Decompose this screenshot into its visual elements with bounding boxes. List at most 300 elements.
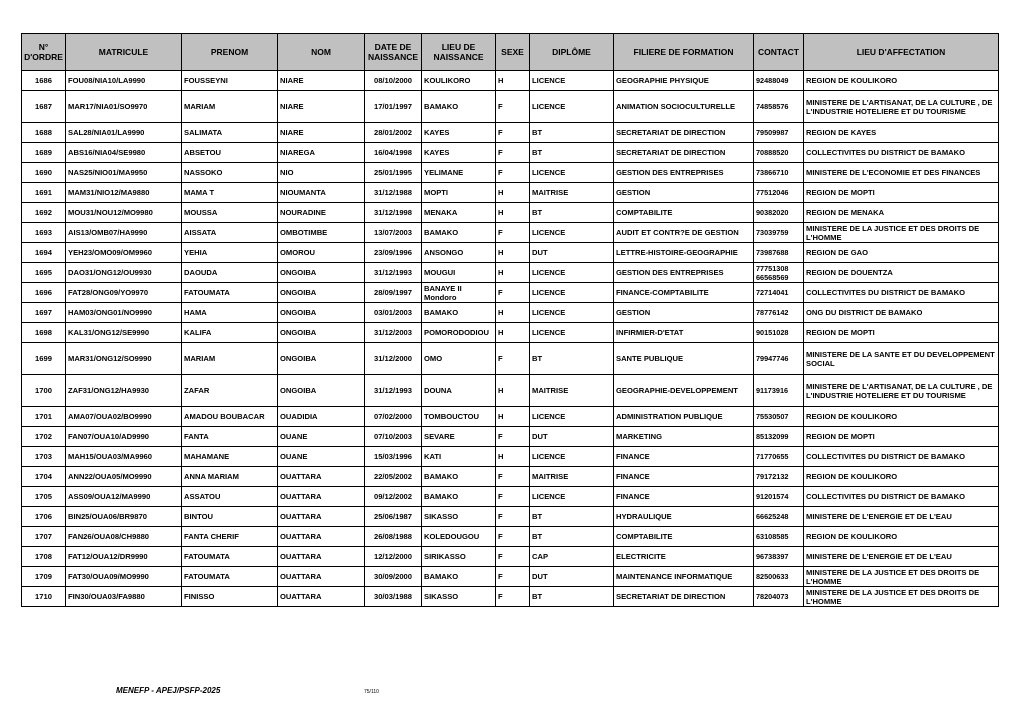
cell-birth-place: KAYES: [422, 143, 496, 163]
cell-assignment-place: MINISTERE DE L'ARTISANAT, DE LA CULTURE , DE L'INDUSTRIE HOTELIERE ET DU TOURISME: [804, 91, 999, 123]
cell-assignment-place: COLLECTIVITES DU DISTRICT DE BAMAKO: [804, 487, 999, 507]
cell-training-field: AUDIT ET CONTR?E DE GESTION: [614, 223, 754, 243]
cell-assignment-place: REGION DE KAYES: [804, 123, 999, 143]
cell-training-field: INFIRMIER-D'ETAT: [614, 323, 754, 343]
cell-birth-place: POMORODODIOU: [422, 323, 496, 343]
cell-training-field: SECRETARIAT DE DIRECTION: [614, 143, 754, 163]
cell-last-name: OMBOTIMBE: [278, 223, 365, 243]
cell-matricule: BIN25/OUA06/BR9870: [66, 507, 182, 527]
header-diploma: DIPLÔME: [530, 34, 614, 71]
cell-order-number: 1705: [22, 487, 66, 507]
cell-birth-date: 13/07/2003: [365, 223, 422, 243]
header-training-field: FILIERE DE FORMATION: [614, 34, 754, 71]
cell-diploma: MAITRISE: [530, 467, 614, 487]
table-row: [22, 203, 999, 223]
cell-training-field: COMPTABILITE: [614, 203, 754, 223]
cell-assignment-place: REGION DE KOULIKORO: [804, 467, 999, 487]
cell-diploma: LICENCE: [530, 323, 614, 343]
cell-first-name: HAMA: [182, 303, 278, 323]
cell-assignment-place: MINISTERE DE L'ENERGIE ET DE L'EAU: [804, 547, 999, 567]
cell-order-number: 1710: [22, 587, 66, 607]
cell-last-name: OUATTARA: [278, 527, 365, 547]
cell-sex: F: [496, 487, 530, 507]
cell-last-name: NIARE: [278, 71, 365, 91]
cell-contact: 70888520: [754, 143, 804, 163]
cell-assignment-place: MINISTERE DE L'ENERGIE ET DE L'EAU: [804, 507, 999, 527]
cell-birth-date: 31/12/2000: [365, 343, 422, 375]
cell-diploma: BT: [530, 143, 614, 163]
cell-contact: 71770655: [754, 447, 804, 467]
cell-diploma: BT: [530, 123, 614, 143]
cell-assignment-place: REGION DE KOULIKORO: [804, 407, 999, 427]
cell-diploma: LICENCE: [530, 91, 614, 123]
cell-contact: 77751308 66568569: [754, 263, 804, 283]
cell-sex: H: [496, 407, 530, 427]
cell-training-field: LETTRE-HISTOIRE-GEOGRAPHIE: [614, 243, 754, 263]
cell-birth-place: ANSONGO: [422, 243, 496, 263]
cell-assignment-place: COLLECTIVITES DU DISTRICT DE BAMAKO: [804, 143, 999, 163]
cell-first-name: MAMA T: [182, 183, 278, 203]
table-row: [22, 243, 999, 263]
cell-order-number: 1700: [22, 375, 66, 407]
cell-first-name: YEHIA: [182, 243, 278, 263]
cell-matricule: HAM03/ONG01/NO9990: [66, 303, 182, 323]
cell-birth-date: 31/12/2003: [365, 323, 422, 343]
cell-order-number: 1709: [22, 567, 66, 587]
cell-training-field: FINANCE: [614, 467, 754, 487]
header-contact: CONTACT: [754, 34, 804, 71]
cell-contact: 78776142: [754, 303, 804, 323]
cell-contact: 92488049: [754, 71, 804, 91]
table-row: [22, 91, 999, 123]
cell-birth-place: MENAKA: [422, 203, 496, 223]
cell-diploma: BT: [530, 203, 614, 223]
cell-training-field: MAINTENANCE INFORMATIQUE: [614, 567, 754, 587]
cell-birth-place: KOLEDOUGOU: [422, 527, 496, 547]
cell-last-name: OUATTARA: [278, 567, 365, 587]
cell-last-name: NIAREGA: [278, 143, 365, 163]
cell-contact: 74858576: [754, 91, 804, 123]
cell-contact: 90151028: [754, 323, 804, 343]
cell-matricule: FAT12/OUA12/DR9990: [66, 547, 182, 567]
cell-first-name: FATOUMATA: [182, 547, 278, 567]
cell-sex: F: [496, 507, 530, 527]
cell-birth-date: 16/04/1998: [365, 143, 422, 163]
cell-sex: H: [496, 263, 530, 283]
cell-birth-date: 25/01/1995: [365, 163, 422, 183]
header-birth-place: LIEU DE NAISSANCE: [422, 34, 496, 71]
cell-birth-place: KAYES: [422, 123, 496, 143]
cell-last-name: OUATTARA: [278, 587, 365, 607]
cell-sex: H: [496, 303, 530, 323]
cell-diploma: MAITRISE: [530, 183, 614, 203]
table-row: [22, 407, 999, 427]
cell-first-name: AMADOU BOUBACAR: [182, 407, 278, 427]
cell-order-number: 1695: [22, 263, 66, 283]
cell-first-name: FANTA: [182, 427, 278, 447]
cell-assignment-place: REGION DE KOULIKORO: [804, 527, 999, 547]
cell-sex: F: [496, 343, 530, 375]
cell-last-name: OUANE: [278, 447, 365, 467]
table-row: [22, 263, 999, 283]
cell-birth-date: 03/01/2003: [365, 303, 422, 323]
cell-training-field: ELECTRICITE: [614, 547, 754, 567]
cell-birth-place: KOULIKORO: [422, 71, 496, 91]
cell-last-name: NIARE: [278, 91, 365, 123]
cell-training-field: FINANCE: [614, 487, 754, 507]
table-row: [22, 183, 999, 203]
cell-last-name: NIOUMANTA: [278, 183, 365, 203]
cell-birth-place: BAMAKO: [422, 91, 496, 123]
footer-label: MENEFP - APEJ/PSFP-2025: [116, 686, 221, 695]
table-row: [22, 71, 999, 91]
cell-sex: F: [496, 547, 530, 567]
cell-first-name: FINISSO: [182, 587, 278, 607]
cell-training-field: SANTE PUBLIQUE: [614, 343, 754, 375]
table-row: [22, 467, 999, 487]
cell-birth-date: 17/01/1997: [365, 91, 422, 123]
cell-contact: 72714041: [754, 283, 804, 303]
cell-birth-date: 23/09/1996: [365, 243, 422, 263]
table-row: [22, 527, 999, 547]
table-row: [22, 567, 999, 587]
cell-last-name: OUATTARA: [278, 507, 365, 527]
cell-first-name: ABSETOU: [182, 143, 278, 163]
cell-contact: 91173916: [754, 375, 804, 407]
cell-diploma: DUT: [530, 427, 614, 447]
cell-diploma: LICENCE: [530, 447, 614, 467]
cell-contact: 78204073: [754, 587, 804, 607]
cell-birth-place: MOPTI: [422, 183, 496, 203]
cell-order-number: 1701: [22, 407, 66, 427]
cell-assignment-place: MINISTERE DE L'ECONOMIE ET DES FINANCES: [804, 163, 999, 183]
cell-birth-date: 28/01/2002: [365, 123, 422, 143]
table-row: [22, 323, 999, 343]
cell-contact: 79509987: [754, 123, 804, 143]
cell-sex: H: [496, 375, 530, 407]
cell-training-field: FINANCE: [614, 447, 754, 467]
cell-birth-date: 12/12/2000: [365, 547, 422, 567]
cell-matricule: FOU08/NIA10/LA9990: [66, 71, 182, 91]
cell-diploma: LICENCE: [530, 163, 614, 183]
cell-first-name: FATOUMATA: [182, 283, 278, 303]
cell-training-field: COMPTABILITE: [614, 527, 754, 547]
cell-birth-date: 30/09/2000: [365, 567, 422, 587]
cell-birth-date: 08/10/2000: [365, 71, 422, 91]
header-matricule: MATRICULE: [66, 34, 182, 71]
cell-order-number: 1707: [22, 527, 66, 547]
cell-order-number: 1702: [22, 427, 66, 447]
page-number: 75/110: [364, 689, 379, 695]
cell-birth-place: OMO: [422, 343, 496, 375]
cell-sex: F: [496, 123, 530, 143]
cell-assignment-place: REGION DE MOPTI: [804, 183, 999, 203]
cell-birth-date: 09/12/2002: [365, 487, 422, 507]
cell-diploma: LICENCE: [530, 71, 614, 91]
cell-order-number: 1686: [22, 71, 66, 91]
cell-order-number: 1697: [22, 303, 66, 323]
cell-matricule: NAS25/NIO01/MA9950: [66, 163, 182, 183]
cell-contact: 85132099: [754, 427, 804, 447]
cell-first-name: AISSATA: [182, 223, 278, 243]
table-row: [22, 375, 999, 407]
cell-matricule: KAL31/ONG12/SE9990: [66, 323, 182, 343]
cell-order-number: 1704: [22, 467, 66, 487]
cell-first-name: DAOUDA: [182, 263, 278, 283]
cell-matricule: AMA07/OUA02/BO9990: [66, 407, 182, 427]
cell-last-name: NOURADINE: [278, 203, 365, 223]
cell-birth-date: 15/03/1996: [365, 447, 422, 467]
cell-first-name: BINTOU: [182, 507, 278, 527]
cell-matricule: FAN07/OUA10/AD9990: [66, 427, 182, 447]
cell-sex: H: [496, 203, 530, 223]
cell-diploma: BT: [530, 527, 614, 547]
cell-birth-place: BAMAKO: [422, 467, 496, 487]
cell-last-name: NIO: [278, 163, 365, 183]
cell-birth-place: SIKASSO: [422, 587, 496, 607]
cell-birth-date: 07/02/2000: [365, 407, 422, 427]
cell-sex: F: [496, 587, 530, 607]
cell-birth-place: BANAYE II Mondoro: [422, 283, 496, 303]
cell-order-number: 1691: [22, 183, 66, 203]
cell-birth-place: BAMAKO: [422, 223, 496, 243]
cell-sex: F: [496, 143, 530, 163]
cell-sex: F: [496, 223, 530, 243]
cell-matricule: SAL28/NIA01/LA9990: [66, 123, 182, 143]
table-row: [22, 303, 999, 323]
cell-order-number: 1699: [22, 343, 66, 375]
header-assignment-place: LIEU D'AFFECTATION: [804, 34, 999, 71]
cell-first-name: FANTA CHERIF: [182, 527, 278, 547]
cell-sex: F: [496, 567, 530, 587]
table-body: [22, 71, 999, 607]
cell-last-name: ONGOIBA: [278, 303, 365, 323]
cell-sex: F: [496, 427, 530, 447]
cell-contact: 73866710: [754, 163, 804, 183]
cell-birth-date: 25/06/1987: [365, 507, 422, 527]
cell-birth-date: 31/12/1993: [365, 263, 422, 283]
cell-diploma: BT: [530, 507, 614, 527]
cell-contact: 63108585: [754, 527, 804, 547]
cell-birth-place: KATI: [422, 447, 496, 467]
cell-sex: F: [496, 283, 530, 303]
cell-contact: 90382020: [754, 203, 804, 223]
header-sex: SEXE: [496, 34, 530, 71]
cell-first-name: FATOUMATA: [182, 567, 278, 587]
cell-contact: 73039759: [754, 223, 804, 243]
cell-matricule: ABS16/NIA04/SE9980: [66, 143, 182, 163]
cell-last-name: NIARE: [278, 123, 365, 143]
cell-birth-place: BAMAKO: [422, 487, 496, 507]
cell-sex: H: [496, 447, 530, 467]
cell-birth-date: 07/10/2003: [365, 427, 422, 447]
cell-training-field: GESTION: [614, 303, 754, 323]
cell-contact: 79947746: [754, 343, 804, 375]
cell-sex: F: [496, 163, 530, 183]
cell-matricule: YEH23/OMO09/OM9960: [66, 243, 182, 263]
cell-assignment-place: REGION DE MENAKA: [804, 203, 999, 223]
cell-order-number: 1692: [22, 203, 66, 223]
cell-assignment-place: REGION DE MOPTI: [804, 323, 999, 343]
cell-training-field: SECRETARIAT DE DIRECTION: [614, 123, 754, 143]
table-row: [22, 223, 999, 243]
cell-training-field: SECRETARIAT DE DIRECTION: [614, 587, 754, 607]
cell-last-name: ONGOIBA: [278, 323, 365, 343]
cell-matricule: MOU31/NOU12/MO9980: [66, 203, 182, 223]
cell-birth-date: 22/05/2002: [365, 467, 422, 487]
cell-matricule: ZAF31/ONG12/HA9930: [66, 375, 182, 407]
cell-matricule: DAO31/ONG12/OU9930: [66, 263, 182, 283]
table-row: [22, 283, 999, 303]
cell-contact: 66625248: [754, 507, 804, 527]
cell-assignment-place: REGION DE GAO: [804, 243, 999, 263]
cell-diploma: MAITRISE: [530, 375, 614, 407]
cell-matricule: ANN22/OUA05/MO9990: [66, 467, 182, 487]
cell-order-number: 1696: [22, 283, 66, 303]
cell-last-name: ONGOIBA: [278, 343, 365, 375]
cell-diploma: BT: [530, 587, 614, 607]
cell-sex: F: [496, 467, 530, 487]
cell-matricule: MAM31/NIO12/MA9880: [66, 183, 182, 203]
cell-last-name: OUANE: [278, 427, 365, 447]
table-row: [22, 547, 999, 567]
cell-first-name: KALIFA: [182, 323, 278, 343]
cell-matricule: ASS09/OUA12/MA9990: [66, 487, 182, 507]
cell-birth-date: 28/09/1997: [365, 283, 422, 303]
cell-contact: 79172132: [754, 467, 804, 487]
cell-last-name: ONGOIBA: [278, 375, 365, 407]
cell-contact: 91201574: [754, 487, 804, 507]
cell-birth-place: TOMBOUCTOU: [422, 407, 496, 427]
cell-birth-date: 30/03/1988: [365, 587, 422, 607]
cell-diploma: DUT: [530, 567, 614, 587]
table-row: [22, 447, 999, 467]
table-row: [22, 507, 999, 527]
cell-order-number: 1687: [22, 91, 66, 123]
cell-matricule: MAR17/NIA01/SO9970: [66, 91, 182, 123]
cell-last-name: ONGOIBA: [278, 263, 365, 283]
cell-training-field: MARKETING: [614, 427, 754, 447]
cell-order-number: 1688: [22, 123, 66, 143]
cell-matricule: FAT30/OUA09/MO9990: [66, 567, 182, 587]
cell-assignment-place: REGION DE DOUENTZA: [804, 263, 999, 283]
cell-matricule: FAT28/ONG09/YO9970: [66, 283, 182, 303]
cell-assignment-place: ONG DU DISTRICT DE BAMAKO: [804, 303, 999, 323]
cell-diploma: LICENCE: [530, 263, 614, 283]
cell-birth-place: SIRIKASSO: [422, 547, 496, 567]
header-first-name: PRENOM: [182, 34, 278, 71]
cell-last-name: OUATTARA: [278, 487, 365, 507]
cell-diploma: CAP: [530, 547, 614, 567]
cell-last-name: ONGOIBA: [278, 283, 365, 303]
cell-first-name: MARIAM: [182, 343, 278, 375]
cell-training-field: GESTION: [614, 183, 754, 203]
table-row: [22, 343, 999, 375]
cell-assignment-place: REGION DE MOPTI: [804, 427, 999, 447]
cell-birth-place: SEVARE: [422, 427, 496, 447]
cell-matricule: FAN26/OUA08/CH9880: [66, 527, 182, 547]
cell-training-field: ADMINISTRATION PUBLIQUE: [614, 407, 754, 427]
table-row: [22, 427, 999, 447]
cell-sex: F: [496, 527, 530, 547]
cell-training-field: GESTION DES ENTREPRISES: [614, 163, 754, 183]
cell-matricule: MAH15/OUA03/MA9960: [66, 447, 182, 467]
cell-training-field: ANIMATION SOCIOCULTURELLE: [614, 91, 754, 123]
cell-diploma: LICENCE: [530, 223, 614, 243]
cell-diploma: LICENCE: [530, 303, 614, 323]
cell-diploma: LICENCE: [530, 407, 614, 427]
cell-last-name: OMOROU: [278, 243, 365, 263]
cell-assignment-place: MINISTERE DE L'ARTISANAT, DE LA CULTURE , DE L'INDUSTRIE HOTELIERE ET DU TOURISME: [804, 375, 999, 407]
cell-birth-date: 31/12/1988: [365, 183, 422, 203]
cell-assignment-place: MINISTERE DE LA JUSTICE ET DES DROITS DE L'HOMME: [804, 567, 999, 587]
cell-last-name: OUATTARA: [278, 467, 365, 487]
cell-birth-place: SIKASSO: [422, 507, 496, 527]
cell-matricule: FIN30/OUA03/FA9880: [66, 587, 182, 607]
cell-contact: 75530507: [754, 407, 804, 427]
table-row: [22, 163, 999, 183]
cell-assignment-place: COLLECTIVITES DU DISTRICT DE BAMAKO: [804, 283, 999, 303]
cell-contact: 77512046: [754, 183, 804, 203]
cell-birth-place: MOUGUI: [422, 263, 496, 283]
cell-training-field: HYDRAULIQUE: [614, 507, 754, 527]
cell-diploma: BT: [530, 343, 614, 375]
table-row: [22, 143, 999, 163]
cell-birth-place: BAMAKO: [422, 303, 496, 323]
cell-order-number: 1693: [22, 223, 66, 243]
cell-birth-place: DOUNA: [422, 375, 496, 407]
table-row: [22, 587, 999, 607]
cell-first-name: MARIAM: [182, 91, 278, 123]
cell-first-name: ZAFAR: [182, 375, 278, 407]
cell-order-number: 1689: [22, 143, 66, 163]
cell-birth-date: 31/12/1998: [365, 203, 422, 223]
cell-assignment-place: REGION DE KOULIKORO: [804, 71, 999, 91]
cell-matricule: MAR31/ONG12/SO9990: [66, 343, 182, 375]
cell-first-name: MOUSSA: [182, 203, 278, 223]
cell-first-name: ASSATOU: [182, 487, 278, 507]
cell-training-field: FINANCE-COMPTABILITE: [614, 283, 754, 303]
cell-order-number: 1698: [22, 323, 66, 343]
cell-sex: H: [496, 243, 530, 263]
header-last-name: NOM: [278, 34, 365, 71]
cell-birth-date: 31/12/1993: [365, 375, 422, 407]
cell-sex: F: [496, 91, 530, 123]
cell-assignment-place: MINISTERE DE LA SANTE ET DU DEVELOPPEMENT SOCIAL: [804, 343, 999, 375]
cell-last-name: OUATTARA: [278, 547, 365, 567]
cell-contact: 73987688: [754, 243, 804, 263]
cell-birth-place: YELIMANE: [422, 163, 496, 183]
table-row: [22, 487, 999, 507]
cell-diploma: LICENCE: [530, 487, 614, 507]
cell-birth-date: 26/08/1988: [365, 527, 422, 547]
cell-training-field: GESTION DES ENTREPRISES: [614, 263, 754, 283]
cell-birth-place: BAMAKO: [422, 567, 496, 587]
cell-order-number: 1694: [22, 243, 66, 263]
cell-order-number: 1706: [22, 507, 66, 527]
cell-sex: H: [496, 71, 530, 91]
header-order-number: N° D'ORDRE: [22, 34, 66, 71]
cell-training-field: GEOGRAPHIE-DEVELOPPEMENT: [614, 375, 754, 407]
cell-first-name: ANNA MARIAM: [182, 467, 278, 487]
cell-sex: H: [496, 183, 530, 203]
cell-diploma: DUT: [530, 243, 614, 263]
table-header-row: [22, 34, 999, 71]
cell-contact: 96738397: [754, 547, 804, 567]
header-birth-date: DATE DE NAISSANCE: [365, 34, 422, 71]
recruitment-table: [21, 33, 999, 607]
cell-sex: H: [496, 323, 530, 343]
